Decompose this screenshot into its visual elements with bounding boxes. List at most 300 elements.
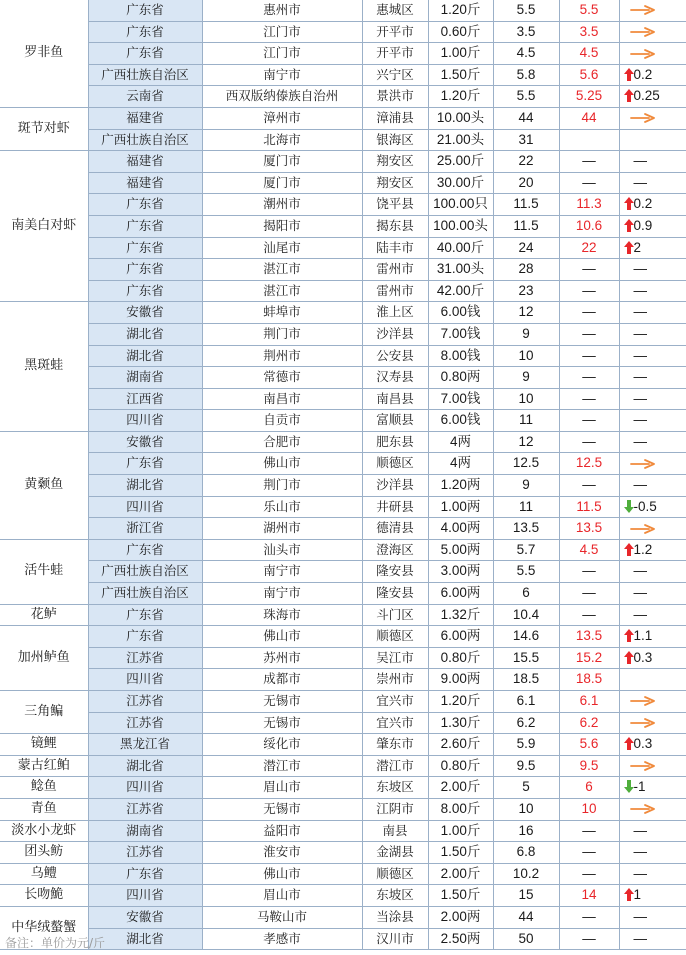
current-price-cell: 18.5 — [559, 669, 619, 691]
change-value: 0.3 — [633, 736, 653, 752]
city-cell: 无锡市 — [202, 798, 362, 820]
city-cell: 眉山市 — [202, 777, 362, 799]
change-value: — — [633, 369, 647, 385]
province-cell: 四川省 — [88, 410, 202, 432]
district-cell: 沙洋县 — [362, 323, 428, 345]
table-row — [0, 842, 686, 864]
current-price-cell: — — [559, 906, 619, 928]
province-cell: 江西省 — [88, 388, 202, 410]
city-cell: 漳州市 — [202, 107, 362, 129]
district-cell: 景洪市 — [362, 86, 428, 108]
table-row — [0, 669, 686, 691]
district-cell: 崇州市 — [362, 669, 428, 691]
province-cell: 广东省 — [88, 626, 202, 648]
city-cell: 西双版纳傣族自治州 — [202, 86, 362, 108]
change-cell — [619, 777, 686, 799]
province-cell: 广东省 — [88, 259, 202, 281]
change-cell — [619, 583, 686, 605]
province-cell: 广东省 — [88, 863, 202, 885]
city-cell: 湖州市 — [202, 518, 362, 540]
table-row — [0, 604, 686, 626]
district-cell: 揭东县 — [362, 215, 428, 237]
change-value: 1.2 — [633, 541, 653, 557]
table-row — [0, 734, 686, 756]
current-price-cell: 9.5 — [559, 755, 619, 777]
spec-cell: 4.00两 — [428, 518, 493, 540]
prev-price-cell: 9 — [493, 323, 559, 345]
table-row — [0, 777, 686, 799]
current-price-cell: 4.5 — [559, 539, 619, 561]
current-price-cell: 11.3 — [559, 194, 619, 216]
district-cell: 潜江市 — [362, 755, 428, 777]
change-value: 0.25 — [633, 88, 660, 104]
spec-cell: 7.00钱 — [428, 388, 493, 410]
change-cell — [619, 712, 686, 734]
district-cell: 银海区 — [362, 129, 428, 151]
change-cell — [619, 863, 686, 885]
city-cell: 合肥市 — [202, 431, 362, 453]
current-price-cell: 44 — [559, 107, 619, 129]
province-cell: 广西壮族自治区 — [88, 583, 202, 605]
district-cell: 吴江市 — [362, 647, 428, 669]
arrow-down-icon — [624, 780, 634, 793]
change-cell — [619, 518, 686, 540]
change-value: — — [633, 908, 647, 924]
spec-cell: 30.00斤 — [428, 172, 493, 194]
current-price-cell: — — [559, 863, 619, 885]
change-value: — — [633, 304, 647, 320]
spec-cell: 4两 — [428, 453, 493, 475]
province-cell: 福建省 — [88, 151, 202, 173]
district-cell: 雷州市 — [362, 259, 428, 281]
arrow-right-icon — [630, 804, 656, 814]
table-row — [0, 367, 686, 389]
arrow-right-icon — [630, 696, 656, 706]
spec-cell: 3.00两 — [428, 561, 493, 583]
table-row — [0, 43, 686, 65]
prev-price-cell: 12.5 — [493, 453, 559, 475]
current-price-cell: 10.6 — [559, 215, 619, 237]
spec-cell: 25.00斤 — [428, 151, 493, 173]
spec-cell: 6.00钱 — [428, 410, 493, 432]
district-cell: 江阴市 — [362, 798, 428, 820]
spec-cell: 2.50两 — [428, 928, 493, 950]
prev-price-cell: 15.5 — [493, 647, 559, 669]
species-cell: 加州鲈鱼 — [0, 626, 88, 691]
arrow-right-icon — [630, 459, 656, 469]
table-row — [0, 755, 686, 777]
arrow-down-icon — [624, 500, 634, 513]
city-cell: 绥化市 — [202, 734, 362, 756]
district-cell: 东坡区 — [362, 777, 428, 799]
current-price-cell: — — [559, 431, 619, 453]
province-cell: 安徽省 — [88, 302, 202, 324]
table-row — [0, 151, 686, 173]
city-cell: 益阳市 — [202, 820, 362, 842]
province-cell: 广东省 — [88, 21, 202, 43]
spec-cell: 8.00钱 — [428, 345, 493, 367]
province-cell: 江苏省 — [88, 691, 202, 713]
province-cell: 湖北省 — [88, 345, 202, 367]
arrow-up-icon — [624, 888, 634, 901]
city-cell: 眉山市 — [202, 885, 362, 907]
province-cell: 江苏省 — [88, 798, 202, 820]
change-cell — [619, 626, 686, 648]
change-cell — [619, 21, 686, 43]
district-cell: 井研县 — [362, 496, 428, 518]
city-cell: 佛山市 — [202, 863, 362, 885]
spec-cell: 4两 — [428, 431, 493, 453]
spec-cell: 0.80两 — [428, 367, 493, 389]
species-cell: 南美白对虾 — [0, 151, 88, 302]
table-row — [0, 798, 686, 820]
city-cell: 无锡市 — [202, 712, 362, 734]
city-cell: 佛山市 — [202, 453, 362, 475]
current-price-cell: — — [559, 367, 619, 389]
change-cell — [619, 323, 686, 345]
species-cell: 鲶鱼 — [0, 777, 88, 799]
species-cell: 蒙古红鲌 — [0, 755, 88, 777]
province-cell: 广西壮族自治区 — [88, 561, 202, 583]
species-cell: 淡水小龙虾 — [0, 820, 88, 842]
prev-price-cell: 11 — [493, 496, 559, 518]
arrow-up-icon — [624, 197, 634, 210]
arrow-right-icon — [630, 27, 656, 37]
district-cell: 隆安县 — [362, 583, 428, 605]
change-cell — [619, 669, 686, 691]
prev-price-cell: 11.5 — [493, 215, 559, 237]
province-cell: 湖南省 — [88, 820, 202, 842]
spec-cell: 21.00头 — [428, 129, 493, 151]
prev-price-cell: 6.2 — [493, 712, 559, 734]
species-cell: 镜鲤 — [0, 734, 88, 756]
spec-cell: 42.00斤 — [428, 280, 493, 302]
city-cell: 厦门市 — [202, 172, 362, 194]
city-cell: 无锡市 — [202, 691, 362, 713]
change-value: — — [633, 174, 647, 190]
province-cell: 安徽省 — [88, 431, 202, 453]
table-row — [0, 626, 686, 648]
current-price-cell: 13.5 — [559, 518, 619, 540]
change-cell — [619, 496, 686, 518]
prev-price-cell: 13.5 — [493, 518, 559, 540]
district-cell: 顺德区 — [362, 453, 428, 475]
prev-price-cell: 10 — [493, 345, 559, 367]
table-row — [0, 215, 686, 237]
spec-cell: 0.80斤 — [428, 755, 493, 777]
current-price-cell: 5.6 — [559, 64, 619, 86]
table-row — [0, 410, 686, 432]
province-cell: 江苏省 — [88, 647, 202, 669]
prev-price-cell: 5.5 — [493, 561, 559, 583]
city-cell: 苏州市 — [202, 647, 362, 669]
district-cell: 东坡区 — [362, 885, 428, 907]
table-row — [0, 237, 686, 259]
current-price-cell: — — [559, 842, 619, 864]
change-value: — — [633, 390, 647, 406]
species-cell: 黑斑蛙 — [0, 302, 88, 432]
change-value: 2 — [633, 239, 642, 255]
city-cell: 南宁市 — [202, 64, 362, 86]
province-cell: 广东省 — [88, 0, 202, 21]
current-price-cell: — — [559, 410, 619, 432]
province-cell: 四川省 — [88, 777, 202, 799]
change-cell — [619, 259, 686, 281]
prev-price-cell: 12 — [493, 302, 559, 324]
spec-cell: 6.00钱 — [428, 302, 493, 324]
change-value: — — [633, 822, 647, 838]
spec-cell: 1.20斤 — [428, 86, 493, 108]
table-row — [0, 280, 686, 302]
change-cell — [619, 129, 686, 151]
change-cell — [619, 431, 686, 453]
current-price-cell: 12.5 — [559, 453, 619, 475]
spec-cell: 8.00斤 — [428, 798, 493, 820]
change-value: 1 — [633, 887, 642, 903]
spec-cell: 2.00两 — [428, 906, 493, 928]
city-cell: 自贡市 — [202, 410, 362, 432]
current-price-cell: 6.1 — [559, 691, 619, 713]
current-price-cell: 4.5 — [559, 43, 619, 65]
province-cell: 浙江省 — [88, 518, 202, 540]
district-cell: 南昌县 — [362, 388, 428, 410]
province-cell: 湖北省 — [88, 323, 202, 345]
current-price-cell: — — [559, 151, 619, 173]
table-row — [0, 107, 686, 129]
spec-cell: 5.00两 — [428, 539, 493, 561]
prev-price-cell: 5 — [493, 777, 559, 799]
district-cell: 翔安区 — [362, 151, 428, 173]
change-value: — — [633, 433, 647, 449]
table-row — [0, 712, 686, 734]
species-cell: 中华绒螯蟹 — [0, 906, 88, 949]
table-row — [0, 885, 686, 907]
prev-price-cell: 14.6 — [493, 626, 559, 648]
table-row — [0, 863, 686, 885]
change-cell — [619, 475, 686, 497]
change-value: — — [633, 153, 647, 169]
current-price-cell: 14 — [559, 885, 619, 907]
species-cell: 黄颡鱼 — [0, 431, 88, 539]
species-cell: 青鱼 — [0, 798, 88, 820]
district-cell: 开平市 — [362, 43, 428, 65]
prev-price-cell: 20 — [493, 172, 559, 194]
current-price-cell: — — [559, 345, 619, 367]
current-price-cell: — — [559, 388, 619, 410]
prev-price-cell: 4.5 — [493, 43, 559, 65]
prev-price-cell: 6.1 — [493, 691, 559, 713]
province-cell: 广东省 — [88, 237, 202, 259]
change-cell — [619, 842, 686, 864]
province-cell: 安徽省 — [88, 906, 202, 928]
district-cell: 顺德区 — [362, 863, 428, 885]
prev-price-cell: 23 — [493, 280, 559, 302]
spec-cell: 100.00只 — [428, 194, 493, 216]
species-cell: 斑节对虾 — [0, 107, 88, 150]
district-cell: 宜兴市 — [362, 691, 428, 713]
prev-price-cell: 18.5 — [493, 669, 559, 691]
district-cell: 兴宁区 — [362, 64, 428, 86]
table-row — [0, 172, 686, 194]
current-price-cell: — — [559, 323, 619, 345]
spec-cell: 1.20两 — [428, 475, 493, 497]
change-cell — [619, 345, 686, 367]
city-cell: 潜江市 — [202, 755, 362, 777]
current-price-cell: 5.6 — [559, 734, 619, 756]
city-cell: 南昌市 — [202, 388, 362, 410]
city-cell: 珠海市 — [202, 604, 362, 626]
change-value: — — [633, 844, 647, 860]
spec-cell: 100.00头 — [428, 215, 493, 237]
city-cell: 常德市 — [202, 367, 362, 389]
table-row — [0, 691, 686, 713]
table-row — [0, 431, 686, 453]
spec-cell: 1.50斤 — [428, 64, 493, 86]
change-cell — [619, 928, 686, 950]
table-row — [0, 302, 686, 324]
change-cell — [619, 539, 686, 561]
table-row — [0, 129, 686, 151]
current-price-cell: — — [559, 280, 619, 302]
change-cell — [619, 453, 686, 475]
city-cell: 江门市 — [202, 43, 362, 65]
change-cell — [619, 0, 686, 21]
change-value: — — [633, 930, 647, 946]
spec-cell: 1.00斤 — [428, 820, 493, 842]
table-row — [0, 539, 686, 561]
city-cell: 乐山市 — [202, 496, 362, 518]
table-row — [0, 388, 686, 410]
prev-price-cell: 9.5 — [493, 755, 559, 777]
district-cell: 惠城区 — [362, 0, 428, 21]
district-cell: 饶平县 — [362, 194, 428, 216]
table-row — [0, 86, 686, 108]
change-value: — — [633, 325, 647, 341]
change-value: 0.3 — [633, 649, 653, 665]
city-cell: 厦门市 — [202, 151, 362, 173]
current-price-cell: — — [559, 604, 619, 626]
change-cell — [619, 647, 686, 669]
province-cell: 江苏省 — [88, 842, 202, 864]
prev-price-cell: 5.7 — [493, 539, 559, 561]
change-value: — — [633, 606, 647, 622]
current-price-cell: 3.5 — [559, 21, 619, 43]
change-cell — [619, 561, 686, 583]
change-cell — [619, 885, 686, 907]
prev-price-cell: 6.8 — [493, 842, 559, 864]
prev-price-cell: 10.2 — [493, 863, 559, 885]
prev-price-cell: 28 — [493, 259, 559, 281]
table-row — [0, 453, 686, 475]
spec-cell: 1.30斤 — [428, 712, 493, 734]
table-row — [0, 21, 686, 43]
spec-cell: 0.80斤 — [428, 647, 493, 669]
change-value: -0.5 — [633, 498, 657, 514]
district-cell: 宜兴市 — [362, 712, 428, 734]
spec-cell: 2.00斤 — [428, 863, 493, 885]
arrow-up-icon — [624, 543, 634, 556]
table-row — [0, 906, 686, 928]
district-cell: 汉川市 — [362, 928, 428, 950]
prev-price-cell: 5.5 — [493, 0, 559, 21]
spec-cell: 1.20斤 — [428, 691, 493, 713]
province-cell: 四川省 — [88, 885, 202, 907]
table-row — [0, 561, 686, 583]
spec-cell: 2.60斤 — [428, 734, 493, 756]
province-cell: 广东省 — [88, 280, 202, 302]
district-cell: 德清县 — [362, 518, 428, 540]
change-cell — [619, 107, 686, 129]
province-cell: 湖北省 — [88, 755, 202, 777]
spec-cell: 1.00斤 — [428, 43, 493, 65]
change-cell — [619, 410, 686, 432]
district-cell: 汉寿县 — [362, 367, 428, 389]
table-row — [0, 518, 686, 540]
current-price-cell: — — [559, 820, 619, 842]
district-cell: 肥东县 — [362, 431, 428, 453]
change-value: — — [633, 282, 647, 298]
change-value: -1 — [633, 779, 646, 795]
district-cell: 雷州市 — [362, 280, 428, 302]
province-cell: 黑龙江省 — [88, 734, 202, 756]
spec-cell: 6.00两 — [428, 626, 493, 648]
spec-cell: 9.00两 — [428, 669, 493, 691]
table-row — [0, 820, 686, 842]
prev-price-cell: 10 — [493, 388, 559, 410]
change-cell — [619, 691, 686, 713]
change-cell — [619, 388, 686, 410]
city-cell: 蚌埠市 — [202, 302, 362, 324]
current-price-cell: — — [559, 475, 619, 497]
prev-price-cell: 15 — [493, 885, 559, 907]
district-cell: 淮上区 — [362, 302, 428, 324]
arrow-up-icon — [624, 89, 634, 102]
city-cell: 湛江市 — [202, 259, 362, 281]
prev-price-cell: 24 — [493, 237, 559, 259]
province-cell: 广西壮族自治区 — [88, 64, 202, 86]
city-cell: 淮安市 — [202, 842, 362, 864]
table-row — [0, 64, 686, 86]
district-cell: 肇东市 — [362, 734, 428, 756]
city-cell: 南宁市 — [202, 583, 362, 605]
change-cell — [619, 151, 686, 173]
district-cell: 金湖县 — [362, 842, 428, 864]
change-cell — [619, 172, 686, 194]
change-cell — [619, 755, 686, 777]
city-cell: 马鞍山市 — [202, 906, 362, 928]
arrow-right-icon — [630, 718, 656, 728]
change-value: — — [633, 261, 647, 277]
city-cell: 荆门市 — [202, 323, 362, 345]
prev-price-cell: 31 — [493, 129, 559, 151]
spec-cell: 1.00两 — [428, 496, 493, 518]
city-cell: 佛山市 — [202, 626, 362, 648]
city-cell: 江门市 — [202, 21, 362, 43]
prev-price-cell: 44 — [493, 107, 559, 129]
arrow-up-icon — [624, 737, 634, 750]
change-value: 0.2 — [633, 196, 653, 212]
change-value: 0.9 — [633, 217, 653, 233]
change-value: — — [633, 347, 647, 363]
prev-price-cell: 9 — [493, 475, 559, 497]
current-price-cell: — — [559, 561, 619, 583]
district-cell: 南县 — [362, 820, 428, 842]
change-value: — — [633, 412, 647, 428]
city-cell: 成都市 — [202, 669, 362, 691]
arrow-up-icon — [624, 241, 634, 254]
table-row — [0, 583, 686, 605]
footnote: 备注：单价为元/斤 — [5, 936, 106, 950]
